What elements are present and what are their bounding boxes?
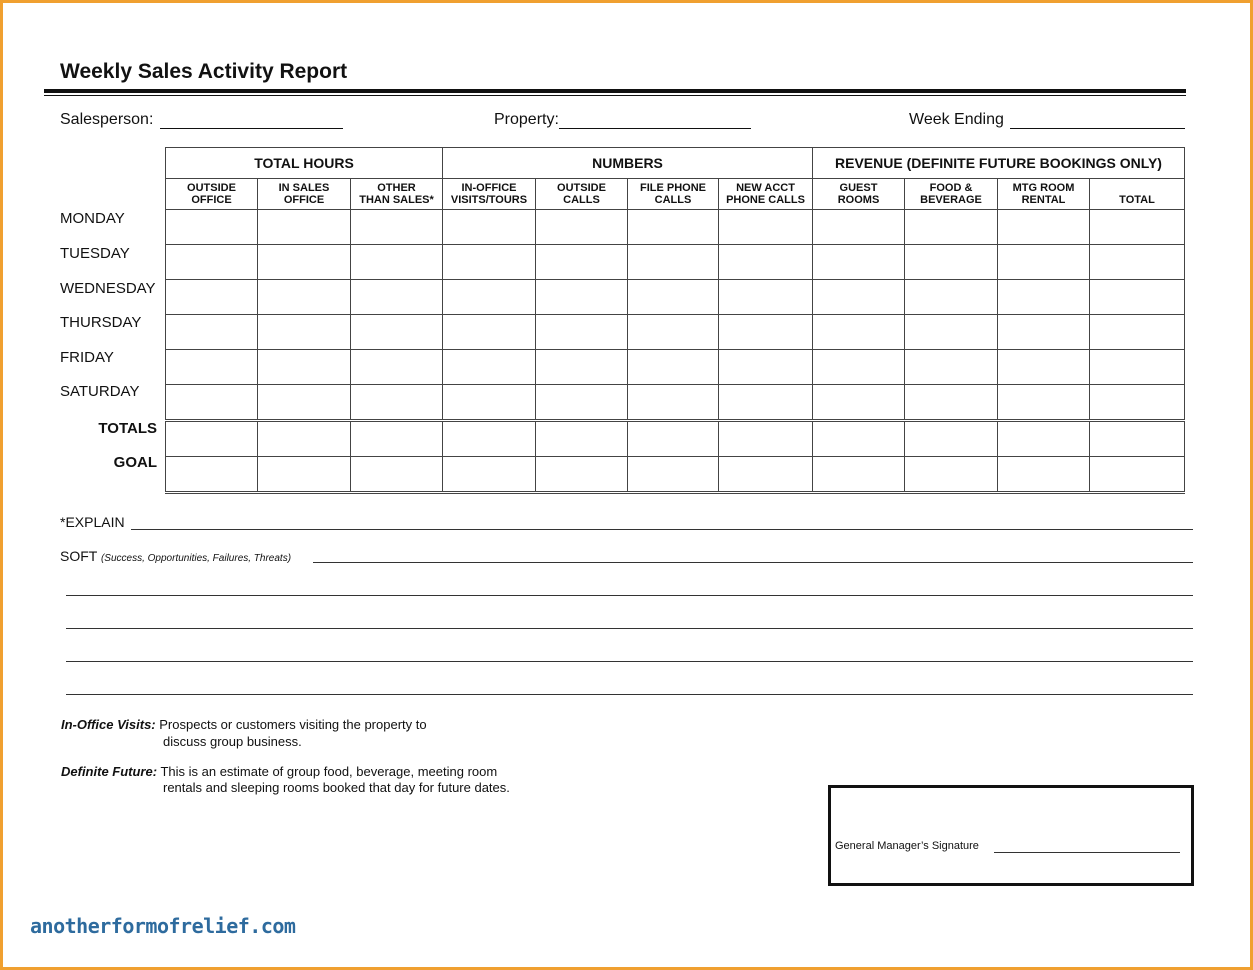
property-field[interactable] [559,128,751,129]
table-cell[interactable] [1090,350,1185,385]
watermark: anotherformofrelief.com [30,914,296,938]
table-cell[interactable] [1090,245,1185,280]
table-cell[interactable] [905,457,998,493]
table-cell[interactable] [351,210,443,245]
table-cell[interactable] [443,245,536,280]
table-cell[interactable] [628,280,719,315]
col-in-office-visits: IN-OFFICE VISITS/TOURS [443,179,536,210]
signature-label: General Manager’s Signature [835,840,979,852]
table-cell[interactable] [351,280,443,315]
table-cell[interactable] [536,280,628,315]
row-label-friday: FRIDAY [60,349,114,366]
table-cell[interactable] [443,421,536,457]
note-line[interactable] [66,661,1193,662]
table-cell[interactable] [905,385,998,421]
note-line[interactable] [66,595,1193,596]
row-label-wednesday: WEDNESDAY [60,280,156,297]
table-cell[interactable] [719,210,813,245]
col-outside-calls: OUTSIDE CALLS [536,179,628,210]
table-cell[interactable] [905,280,998,315]
soft-line[interactable] [313,562,1193,563]
table-cell[interactable] [628,457,719,493]
table-cell[interactable] [443,350,536,385]
table-cell[interactable] [628,245,719,280]
table-cell[interactable] [166,210,258,245]
table-cell[interactable] [905,350,998,385]
table-cell[interactable] [536,210,628,245]
col-food-beverage: FOOD & BEVERAGE [905,179,998,210]
table-row [166,350,1185,385]
table-cell[interactable] [258,280,351,315]
table-cell[interactable] [1090,457,1185,493]
table-cell[interactable] [166,421,258,457]
salesperson-label: Salesperson: [60,111,154,128]
table-cell[interactable] [719,280,813,315]
table-cell[interactable] [628,350,719,385]
table-cell[interactable] [258,210,351,245]
table-cell[interactable] [351,385,443,421]
table-cell[interactable] [351,350,443,385]
table-cell[interactable] [628,315,719,350]
col-file-phone-calls: FILE PHONE CALLS [628,179,719,210]
table-cell[interactable] [813,385,905,421]
week-ending-label: Week Ending [909,111,1004,128]
signature-box [828,785,1194,886]
title-rule [44,89,1186,93]
table-cell[interactable] [258,350,351,385]
week-ending-field[interactable] [1010,128,1185,129]
table-cell[interactable] [258,315,351,350]
explain-label: *EXPLAIN [60,514,125,530]
table-row [166,421,1185,457]
definition-term: In-Office Visits: [61,717,156,732]
definition-in-office: In-Office Visits: Prospects or customers visiting the property to [61,717,427,732]
row-label-totals: TOTALS [98,420,157,437]
table-cell[interactable] [813,245,905,280]
table-cell[interactable] [719,457,813,493]
table-cell[interactable] [536,385,628,421]
table-row [166,315,1185,350]
table-cell[interactable] [998,421,1090,457]
table-cell[interactable] [1090,315,1185,350]
property-label: Property: [494,111,559,128]
title-rule-thin [44,95,1186,96]
table-cell[interactable] [1090,280,1185,315]
table-cell[interactable] [628,210,719,245]
table-cell[interactable] [998,457,1090,493]
table-cell[interactable] [258,421,351,457]
table-row [166,245,1185,280]
table-row [166,210,1185,245]
col-mtg-room-rental: MTG ROOM RENTAL [998,179,1090,210]
definition-text: discuss group business. [163,734,302,749]
table-cell[interactable] [443,210,536,245]
table-cell[interactable] [813,315,905,350]
group-numbers: NUMBERS [443,148,813,179]
table-cell[interactable] [166,457,258,493]
table-cell[interactable] [628,421,719,457]
table-cell[interactable] [998,210,1090,245]
table-cell[interactable] [351,421,443,457]
table-cell[interactable] [166,315,258,350]
table-cell[interactable] [1090,385,1185,421]
table-cell[interactable] [719,245,813,280]
row-label-saturday: SATURDAY [60,383,140,400]
table-cell[interactable] [998,315,1090,350]
table-cell[interactable] [443,457,536,493]
table-cell[interactable] [536,350,628,385]
table-cell[interactable] [351,315,443,350]
salesperson-field[interactable] [160,128,343,129]
table-cell[interactable] [1090,421,1185,457]
row-label-goal: GOAL [113,454,157,471]
table-cell[interactable] [443,315,536,350]
table-cell[interactable] [905,421,998,457]
table-cell[interactable] [813,210,905,245]
table-cell[interactable] [258,245,351,280]
row-label-thursday: THURSDAY [60,314,142,331]
col-other-than-sales: OTHER THAN SALES* [351,179,443,210]
table-cell[interactable] [813,280,905,315]
table-cell[interactable] [166,245,258,280]
table-cell[interactable] [536,315,628,350]
table-cell[interactable] [536,245,628,280]
table-row [166,280,1185,315]
page-title: Weekly Sales Activity Report [60,60,348,83]
table-cell[interactable] [719,421,813,457]
table-row [166,457,1185,493]
table-cell[interactable] [536,457,628,493]
note-line[interactable] [66,694,1193,695]
table-cell[interactable] [536,421,628,457]
table-cell[interactable] [905,315,998,350]
table-cell[interactable] [905,210,998,245]
table-cell[interactable] [719,385,813,421]
col-total: TOTAL [1090,179,1185,210]
table-cell[interactable] [351,457,443,493]
definition-text: rentals and sleeping rooms booked that day for future dates. [163,780,510,795]
table-cell[interactable] [166,280,258,315]
table-cell[interactable] [351,245,443,280]
table-cell[interactable] [813,350,905,385]
table-cell[interactable] [719,315,813,350]
table-cell[interactable] [628,385,719,421]
soft-hint: (Success, Opportunities, Failures, Threats) [100,553,292,564]
table-cell[interactable] [166,350,258,385]
activity-table [165,147,1185,494]
table-cell[interactable] [1090,210,1185,245]
col-guest-rooms: GUEST ROOMS [813,179,905,210]
table-cell[interactable] [998,245,1090,280]
table-cell[interactable] [813,457,905,493]
table-cell[interactable] [443,385,536,421]
col-in-sales-office: IN SALES OFFICE [258,179,351,210]
table-row [166,385,1185,421]
definition-term: Definite Future: [61,764,158,779]
table-cell[interactable] [258,457,351,493]
table-cell[interactable] [998,350,1090,385]
row-label-monday: MONDAY [60,210,125,227]
table-cell[interactable] [998,385,1090,421]
table-cell[interactable] [998,280,1090,315]
signature-line[interactable] [994,852,1180,853]
note-line[interactable] [66,628,1193,629]
table-cell[interactable] [905,245,998,280]
col-new-acct-phone-calls: NEW ACCT PHONE CALLS [719,179,813,210]
definition-definite-future: Definite Future: This is an estimate of group food, beverage, meeting room [61,764,498,779]
table-cell[interactable] [813,421,905,457]
explain-line[interactable] [131,529,1193,530]
soft-label: SOFT (Success, Opportunities, Failures, Threats) [60,548,292,564]
table-cell[interactable] [166,385,258,421]
table-cell[interactable] [719,350,813,385]
table-cell[interactable] [443,280,536,315]
group-total-hours: TOTAL HOURS [166,148,443,179]
col-outside-office: OUTSIDE OFFICE [166,179,258,210]
table-cell[interactable] [258,385,351,421]
group-revenue: REVENUE (DEFINITE FUTURE BOOKINGS ONLY) [813,148,1185,179]
row-label-tuesday: TUESDAY [60,245,130,262]
